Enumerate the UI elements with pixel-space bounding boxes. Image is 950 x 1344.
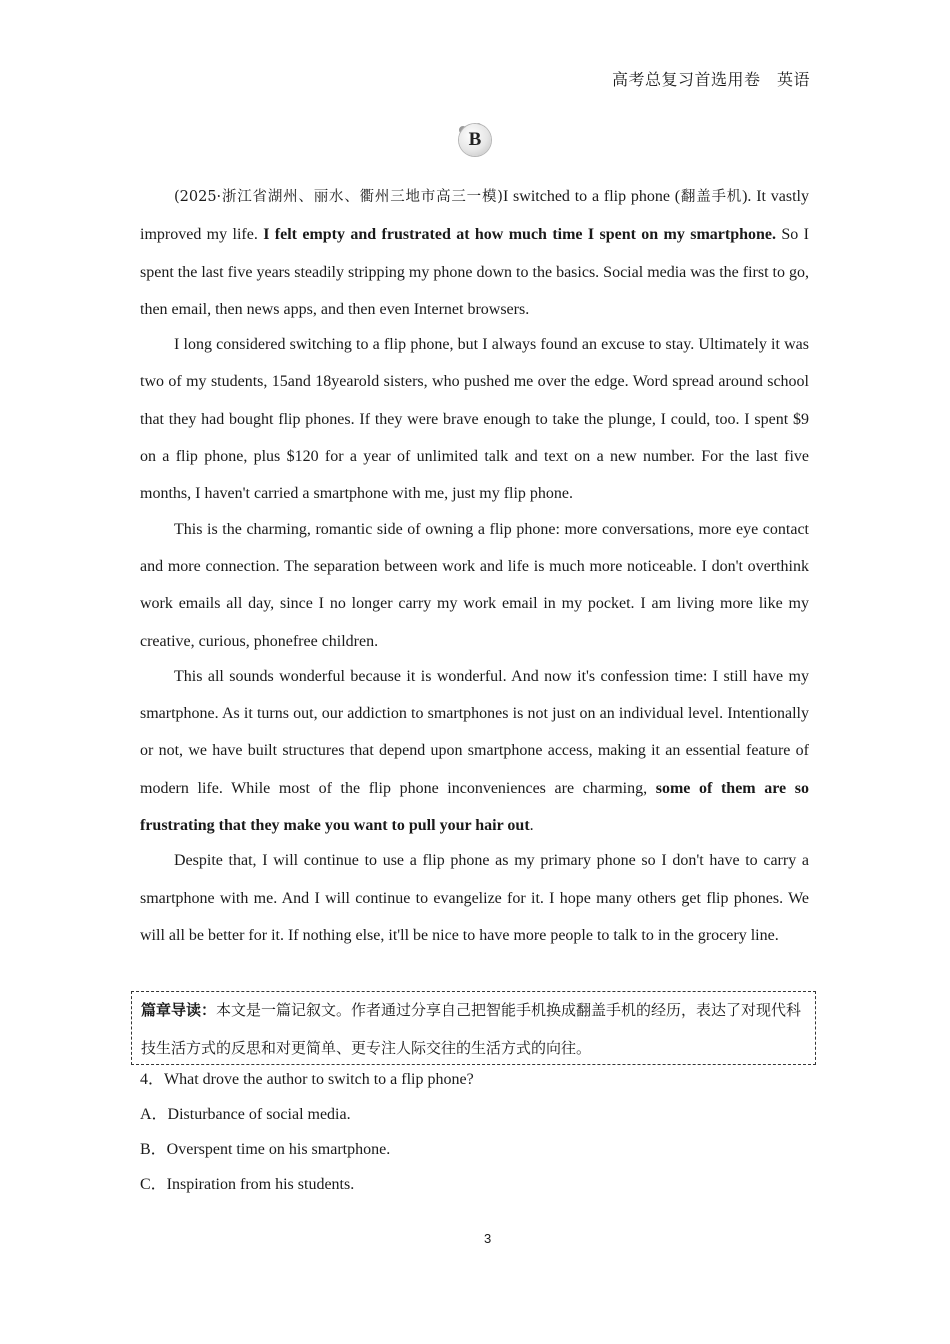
reading-guide-text: 本文是一篇记叙文。作者通过分享自己把智能手机换成翻盖手机的经历，表达了对现代科技生活方式的反思和对更简单、更专注人际交往的生活方式的向往。 [141, 1001, 802, 1057]
article-paragraph-5: Despite that, I will continue to use a flip phone as my primary phone so I don't have to carry a smartphone with me. And I will continue to evangelize for it. I hope many others get flip phones. We will all be better for it. If nothing else, it'll be nice to have more people to talk to in the grocery line. [140, 852, 809, 944]
source-citation: (2025·浙江省湖州、丽水、衢州三地市高三一模) [174, 189, 503, 205]
section-badge: B [459, 124, 491, 156]
option-b: B．Overspent time on his smartphone. [140, 1141, 391, 1158]
page-header: 高考总复习首选用卷 英语 [611, 72, 810, 89]
reading-guide-title: 篇章导读： [141, 1001, 217, 1019]
highlighted-sentence: I felt empty and frustrated at how much time I spent on my smartphone. [263, 226, 777, 244]
highlighted-sentence: some of them are so frustrating that they make you want to pull your hair out [140, 779, 810, 835]
article-paragraph-2: I long considered switching to a flip phone, but I always found an excuse to stay. Ultimately it was two of my students, 15and 18yearold sisters, who pushed me over the edge. Word spread around school that they had bought flip phones. If they were brave enough to take the plunge, I could, too. I spent $9 on a flip phone, plus $120 for a year of unlimited talk and text on a new number. For the last five months, I haven't carried a smartphone with me, just my flip phone. [140, 336, 809, 503]
article-paragraph-3: This is the charming, romantic side of owning a flip phone: more conversations, more eye contact and more connection. The separation between work and life is much more noticeable. I don't overthink work emails all day, since I no longer carry my work email in my pocket. I am living more like my creative, curious, phonefree children. [140, 520, 809, 650]
page-number: 3 [484, 1231, 492, 1246]
article-body [140, 178, 809, 952]
question-stem: 4．What drove the author to switch to a flip phone? [140, 1071, 474, 1088]
option-a: A．Disturbance of social media. [140, 1106, 351, 1123]
reading-guide-box [131, 991, 816, 1065]
article-paragraph-1: (2025·浙江省湖州、丽水、衢州三地市高三一模)I switched to a flip phone (翻盖手机). It vastly improved my life. I felt empty and frustrated at how much time I spent on my smartphone. So I spent the last five years steadily stripping my phone down to the basics. Social media was the first to go, then email, then news apps, and then even Internet browsers. [140, 188, 810, 318]
option-c: C．Inspiration from his students. [140, 1176, 355, 1193]
chinese-gloss: 翻盖手机 [680, 189, 743, 205]
article-paragraph-4: This all sounds wonderful because it is wonderful. And now it's confession time: I still have my smartphone. As it turns out, our addiction to smartphones is not just on an individual level. Intentionally or not, we have built structures that depend upon smartphone access, making it an essential feature of modern life. While most of the flip phone inconveniences are charming, some of them are so frustrating that they make you want to pull your hair out. [140, 667, 810, 835]
